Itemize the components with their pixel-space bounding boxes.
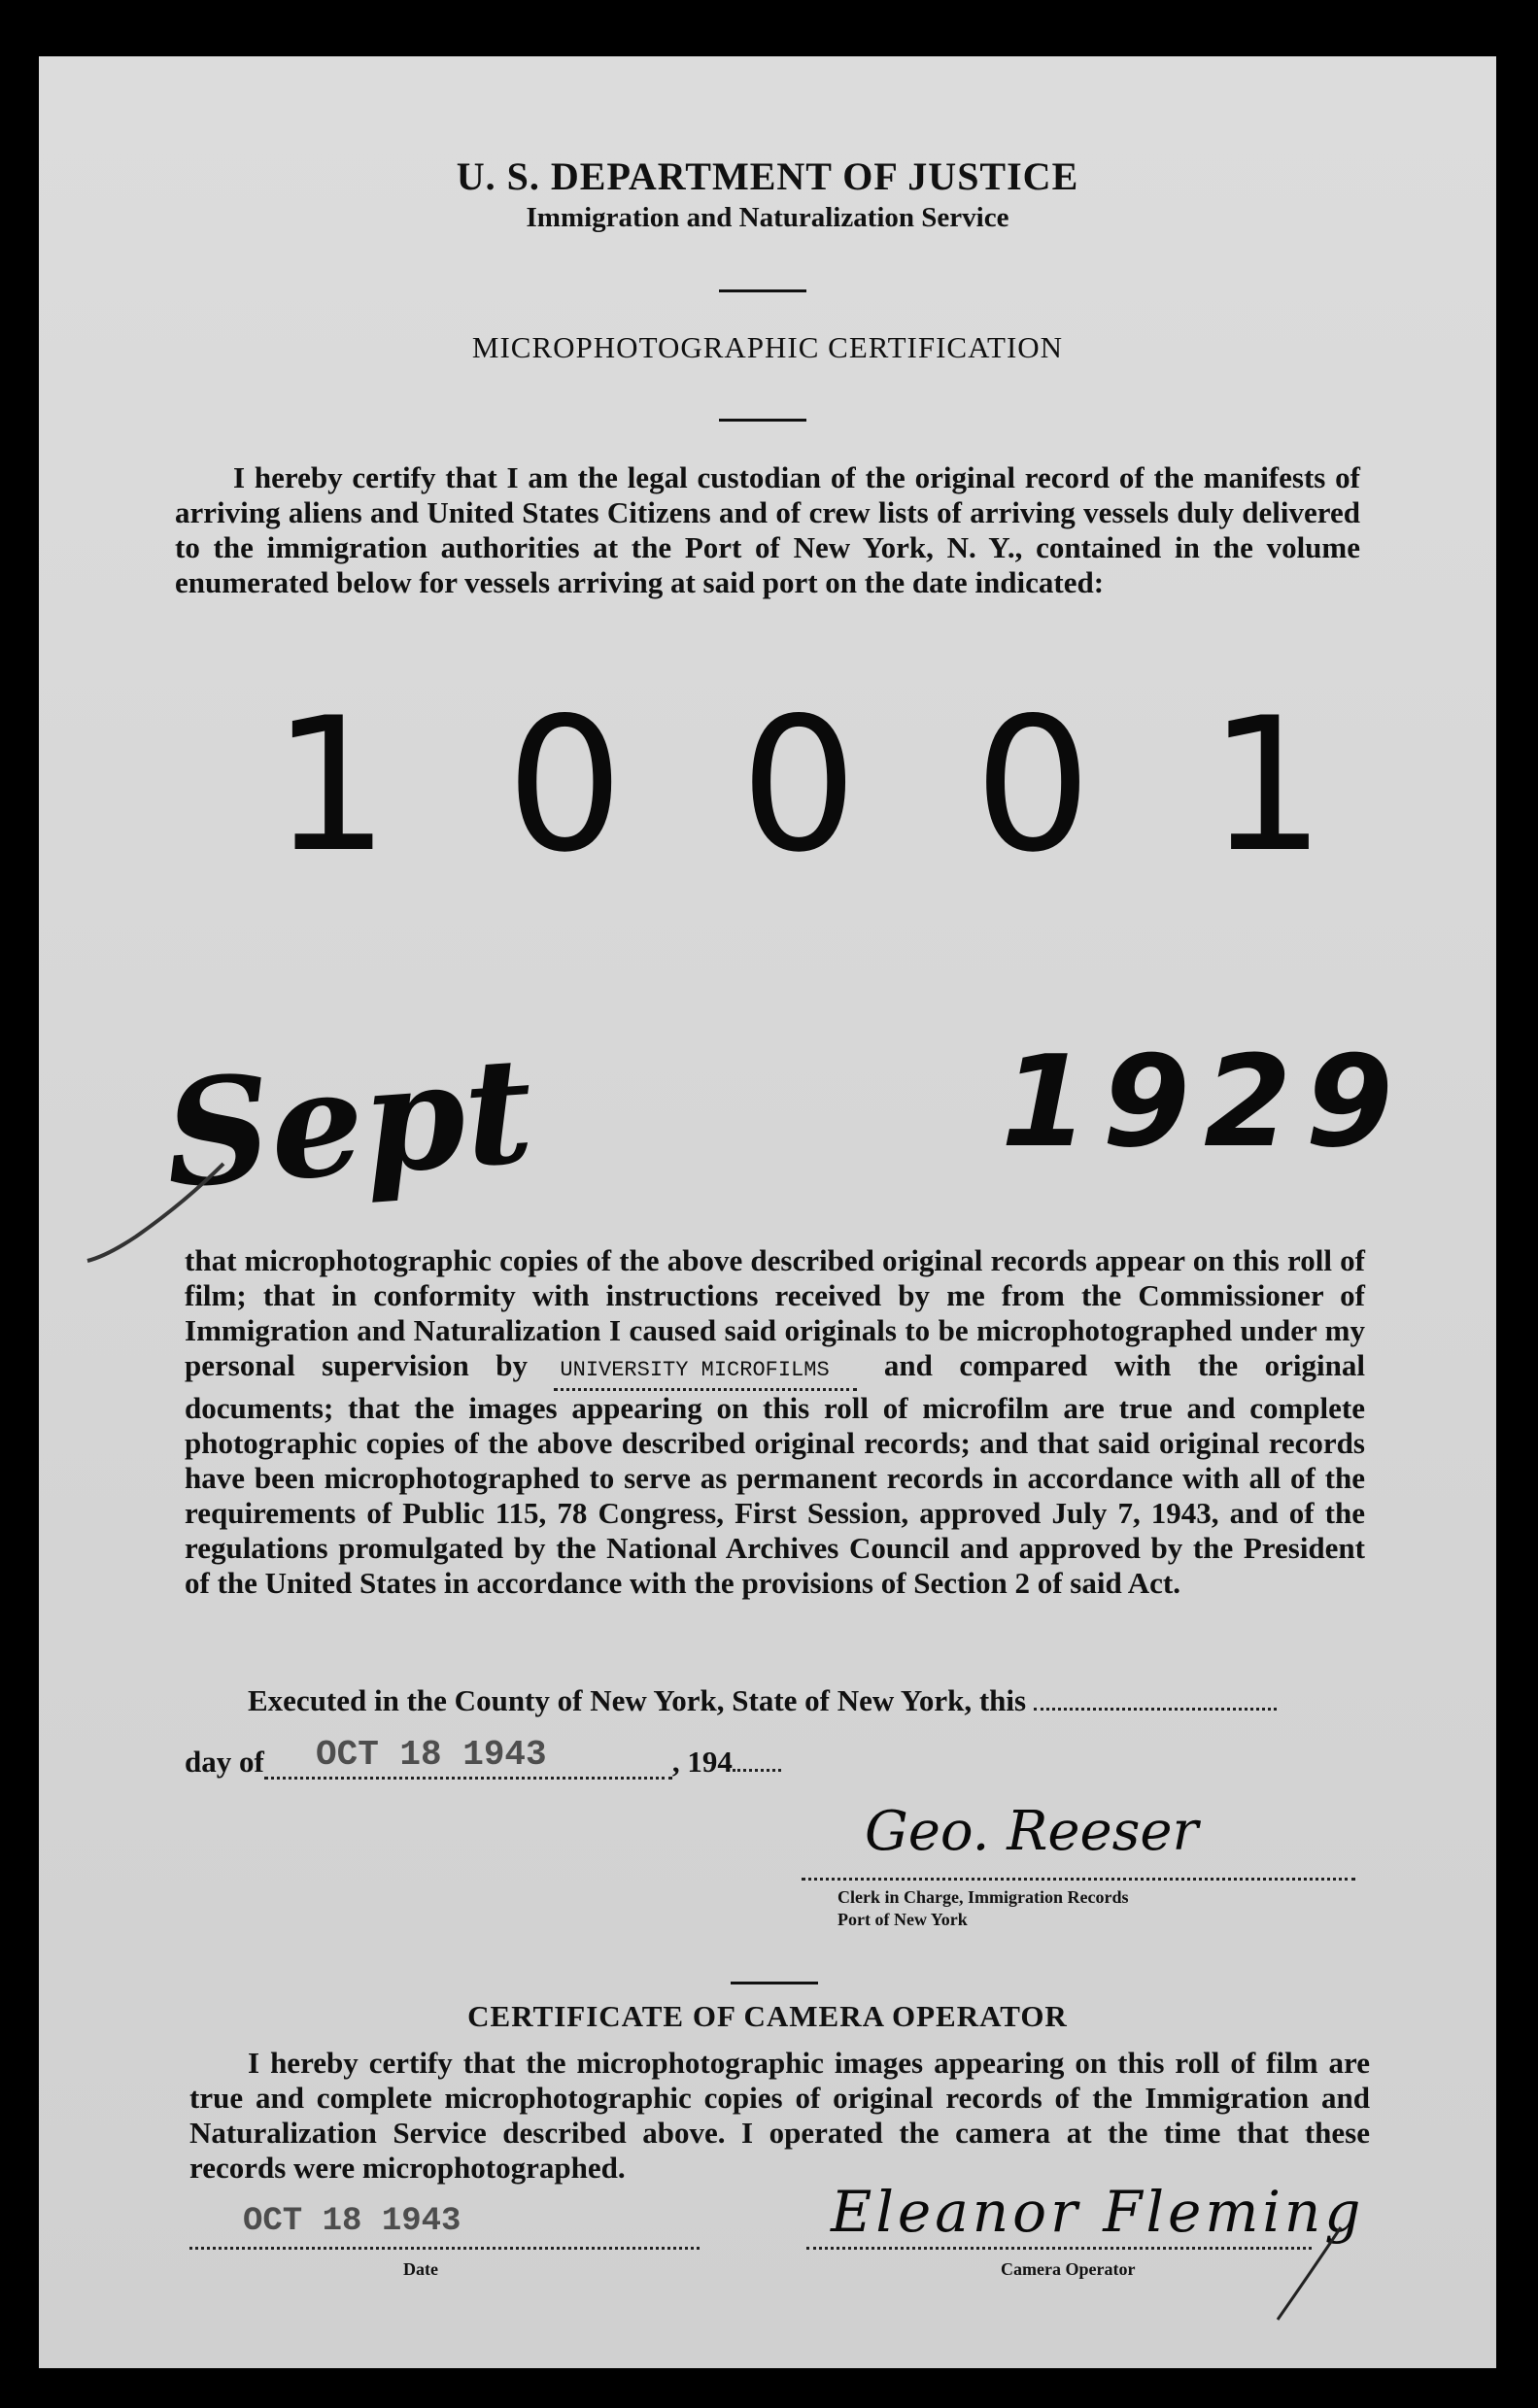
- date-line: [189, 2247, 700, 2250]
- clerk-title-line1: Clerk in Charge, Immigration Records: [837, 1887, 1129, 1907]
- service-subheading: Immigration and Naturalization Service: [526, 202, 1009, 233]
- month-text: Sept: [159, 1025, 538, 1221]
- department-heading: U. S. DEPARTMENT OF JUSTICE: [456, 154, 1079, 198]
- certification-title: MICROPHOTOGRAPHIC CERTIFICATION: [471, 330, 1064, 364]
- body-paragraph: [185, 1243, 1365, 1601]
- date-label: Date: [403, 2259, 438, 2279]
- handwritten-year: [1001, 1028, 1407, 1175]
- executed-day-field: [1034, 1708, 1277, 1711]
- operator-line: [806, 2247, 1312, 2250]
- clerk-signature-line: [802, 1878, 1355, 1881]
- intro-paragraph: I hereby certify that I am the legal custodian of the original record of the manifests of arriving aliens and United States Citizens and of crew lists of arriving vessels duly delivered to the immigration authorities at the Port of New York, N. Y., contained in the volume enumerated below for vessels arriving at said port on the date indicated:: [175, 460, 1360, 599]
- year-suffix-field: [733, 1769, 781, 1772]
- volume-number-text: 10001: [272, 678, 1443, 893]
- handwritten-volume-number: [272, 678, 1442, 893]
- executed-text: Executed in the County of New York, State of New York, this: [248, 1683, 1027, 1717]
- operator-signature: Eleanor Fleming: [831, 2179, 1365, 2245]
- operator-signature-tail: [1244, 2222, 1360, 2329]
- clerk-signature: Geo. Reeser: [865, 1800, 1199, 1863]
- day-of-date-stamp: OCT 18 1943: [316, 1735, 547, 1775]
- year-prefix: , 194: [671, 1745, 733, 1779]
- document-page: [39, 56, 1496, 2368]
- body-paragraph-part1: that microphotographic copies of the above described original records appear on this roll of film; that in conformity with instructions received by me from the Commissioner of Immigration and Naturalization I caused said originals to be microphotographed under my personal supervision by: [185, 1243, 1365, 1382]
- camera-paragraph: I hereby certify that the microphotographic images appearing on this roll of film are true and complete microphotographic copies of original records of the Immigration and Naturalization Service described above. I operated the camera at the time that these records were microphotographed.: [189, 2046, 1370, 2185]
- divider-second: [719, 419, 806, 422]
- operator-label: Camera Operator: [1001, 2259, 1136, 2279]
- microfilmed-by-field: [554, 1348, 857, 1391]
- day-of-label: day of: [185, 1745, 264, 1779]
- executed-line: [248, 1683, 1375, 1718]
- body-paragraph-part2: and compared with the original documents; that the images appearing on this roll of microfilm are true and complete photographic copies of the above described original records; and that said original records have been microphotographed to serve as permanent records in accordance with all of the requirements of Public 115, 78 Congress, First Session, approved July 7, 1943, and of the regulations promulgated by the National Archives Council and approved by the President of the United States in accordance with the provisions of Section 2 of said Act.: [185, 1348, 1365, 1600]
- year-text: 1929: [1001, 1028, 1407, 1175]
- camera-date-stamp: OCT 18 1943: [243, 2203, 461, 2240]
- divider-top: [719, 289, 806, 292]
- camera-section-title: CERTIFICATE OF CAMERA OPERATOR: [467, 1999, 1068, 2033]
- microfilmed-by-value: UNIVERSITY MICROFILMS: [560, 1358, 830, 1382]
- clerk-title-line2: Port of New York: [837, 1910, 968, 1929]
- divider-camera: [731, 1982, 818, 1984]
